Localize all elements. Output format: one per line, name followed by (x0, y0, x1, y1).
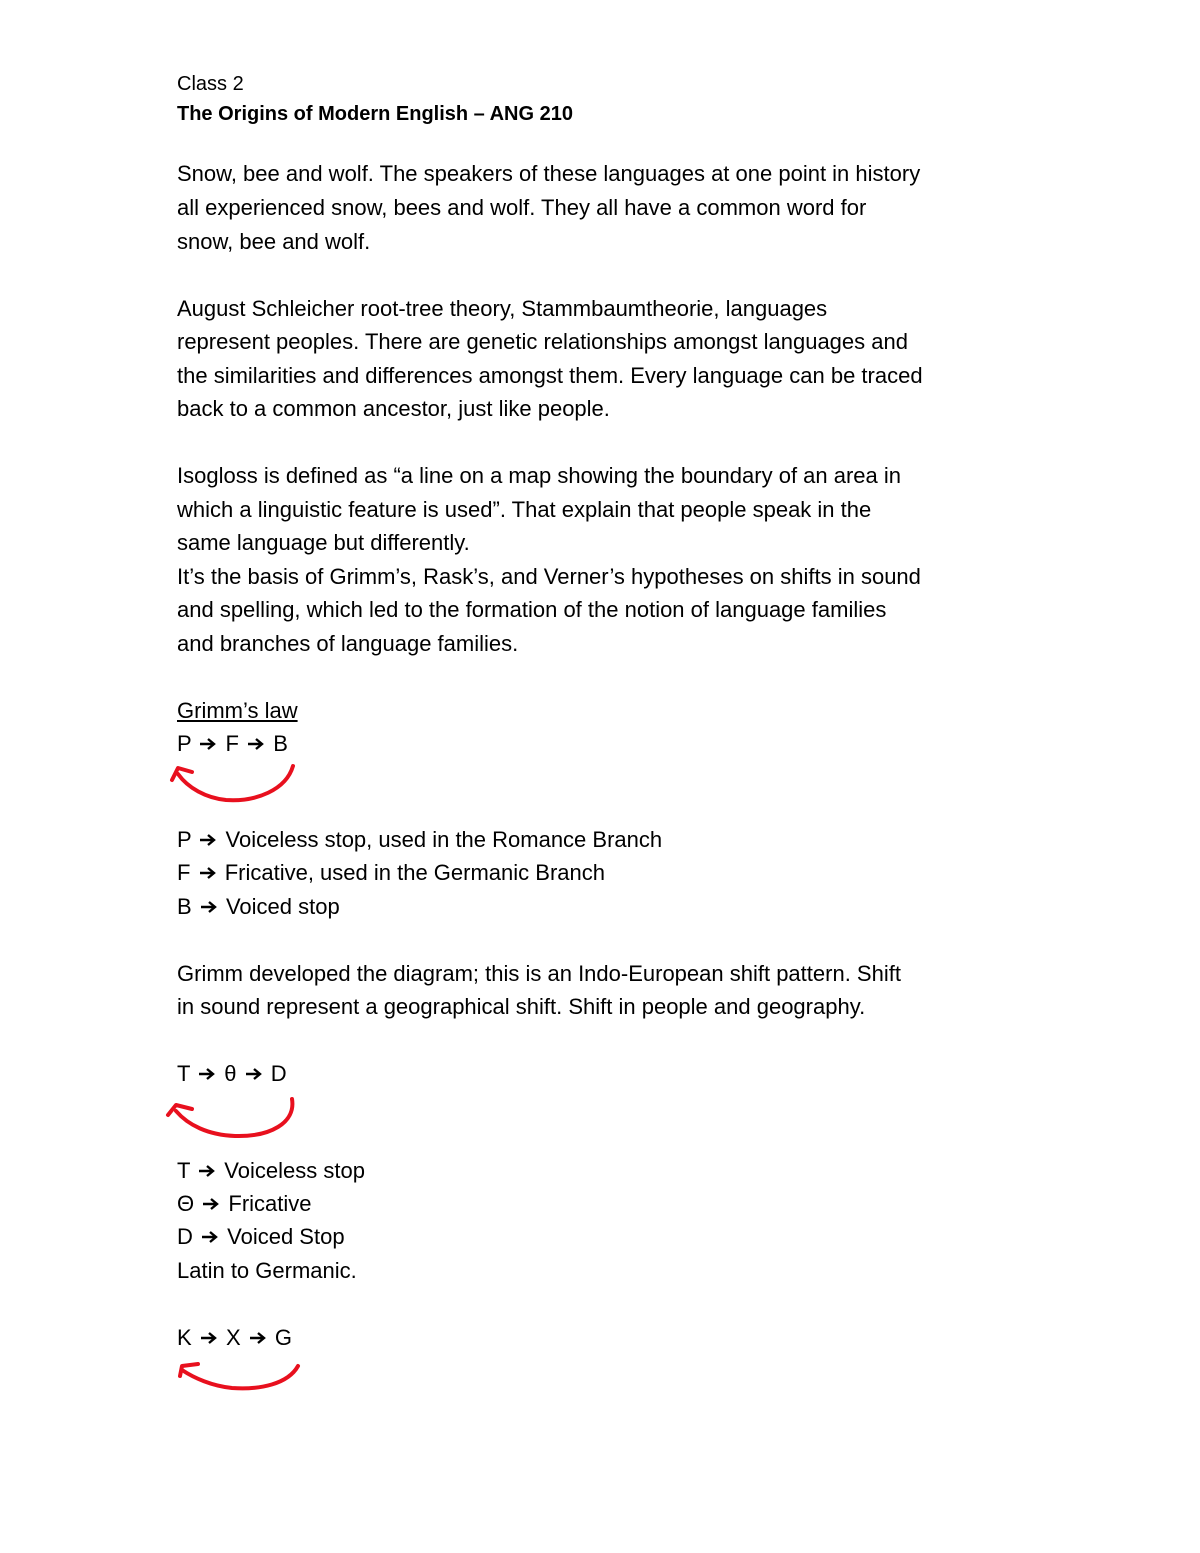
shift-line-kxg (177, 1321, 292, 1355)
def-symbol: D (177, 1224, 193, 1249)
shift-line-ttd (177, 1057, 287, 1091)
curved-arrow-annotation (160, 1093, 305, 1143)
explanation-line: Grimm developed the diagram; this is an Indo-European shift pattern. Shift (177, 961, 901, 986)
isogloss-line: and branches of language families. (177, 631, 519, 656)
definition-line (177, 890, 340, 924)
class-label: Class 2 (177, 73, 244, 95)
shift-symbol: P (177, 731, 192, 756)
shift-symbol: B (273, 731, 288, 756)
isogloss-line: Isogloss is defined as “a line on a map showing the boundary of an area in (177, 463, 902, 488)
def-text: Voiced Stop (227, 1224, 345, 1249)
def-text: Voiceless stop, used in the Romance Branch (225, 827, 663, 852)
definition-line (177, 823, 662, 857)
schleicher-line: August Schleicher root-tree theory, Stammbaumtheorie, languages (177, 296, 828, 321)
intro-line: Snow, bee and wolf. The speakers of these languages at one point in history (177, 161, 921, 186)
shift-symbol: D (270, 1061, 287, 1086)
def-symbol: P (177, 827, 192, 852)
right-arrow-icon (197, 856, 219, 890)
right-arrow-icon (197, 727, 219, 761)
def-symbol: T (177, 1158, 191, 1183)
def-text: Fricative (228, 1191, 312, 1216)
curved-arrow-annotation (166, 760, 306, 810)
right-arrow-icon (200, 1187, 222, 1221)
def-text: Fricative, used in the Germanic Branch (224, 860, 605, 885)
right-arrow-icon (196, 1057, 218, 1091)
course-title: The Origins of Modern English – ANG 210 (177, 103, 573, 125)
isogloss-line: which a linguistic feature is used”. That explain that people speak in the (177, 497, 872, 522)
right-arrow-icon (243, 1057, 265, 1091)
definition-line (177, 1220, 345, 1254)
right-arrow-icon (196, 1154, 218, 1188)
curved-arrow-annotation (170, 1356, 310, 1396)
shift-symbol: F (225, 731, 239, 756)
definition-line (177, 1187, 312, 1221)
latin-note: Latin to Germanic. (177, 1258, 357, 1283)
def-symbol: Θ (177, 1191, 195, 1216)
definition-line (177, 856, 605, 890)
intro-line: all experienced snow, bees and wolf. They all have a common word for (177, 195, 867, 220)
shift-symbol: X (225, 1325, 241, 1350)
right-arrow-icon (245, 727, 267, 761)
shift-line-pfb (177, 727, 288, 761)
isogloss-line: and spelling, which led to the formation of the notion of language families (177, 597, 887, 622)
shift-symbol: θ (224, 1061, 237, 1086)
definition-line (177, 1154, 365, 1188)
def-symbol: B (177, 894, 192, 919)
isogloss-line: It’s the basis of Grimm’s, Rask’s, and Verner’s hypotheses on shifts in sound (177, 564, 921, 589)
schleicher-line: represent peoples. There are genetic relationships amongst languages and (177, 329, 908, 354)
right-arrow-icon (199, 1220, 221, 1254)
def-text: Voiced stop (225, 894, 340, 919)
grimm-heading: Grimm’s law (177, 698, 298, 723)
shift-symbol: K (177, 1325, 192, 1350)
schleicher-line: back to a common ancestor, just like people. (177, 396, 610, 421)
right-arrow-icon (247, 1321, 269, 1355)
right-arrow-icon (198, 890, 220, 924)
explanation-line: in sound represent a geographical shift. Shift in people and geography. (177, 994, 866, 1019)
right-arrow-icon (197, 823, 219, 857)
right-arrow-icon (198, 1321, 220, 1355)
def-symbol: F (177, 860, 191, 885)
def-text: Voiceless stop (224, 1158, 365, 1183)
shift-symbol: G (274, 1325, 292, 1350)
schleicher-line: the similarities and differences amongst them. Every language can be traced (177, 363, 923, 388)
isogloss-line: same language but differently. (177, 530, 470, 555)
intro-line: snow, bee and wolf. (177, 229, 371, 254)
shift-symbol: T (177, 1061, 191, 1086)
